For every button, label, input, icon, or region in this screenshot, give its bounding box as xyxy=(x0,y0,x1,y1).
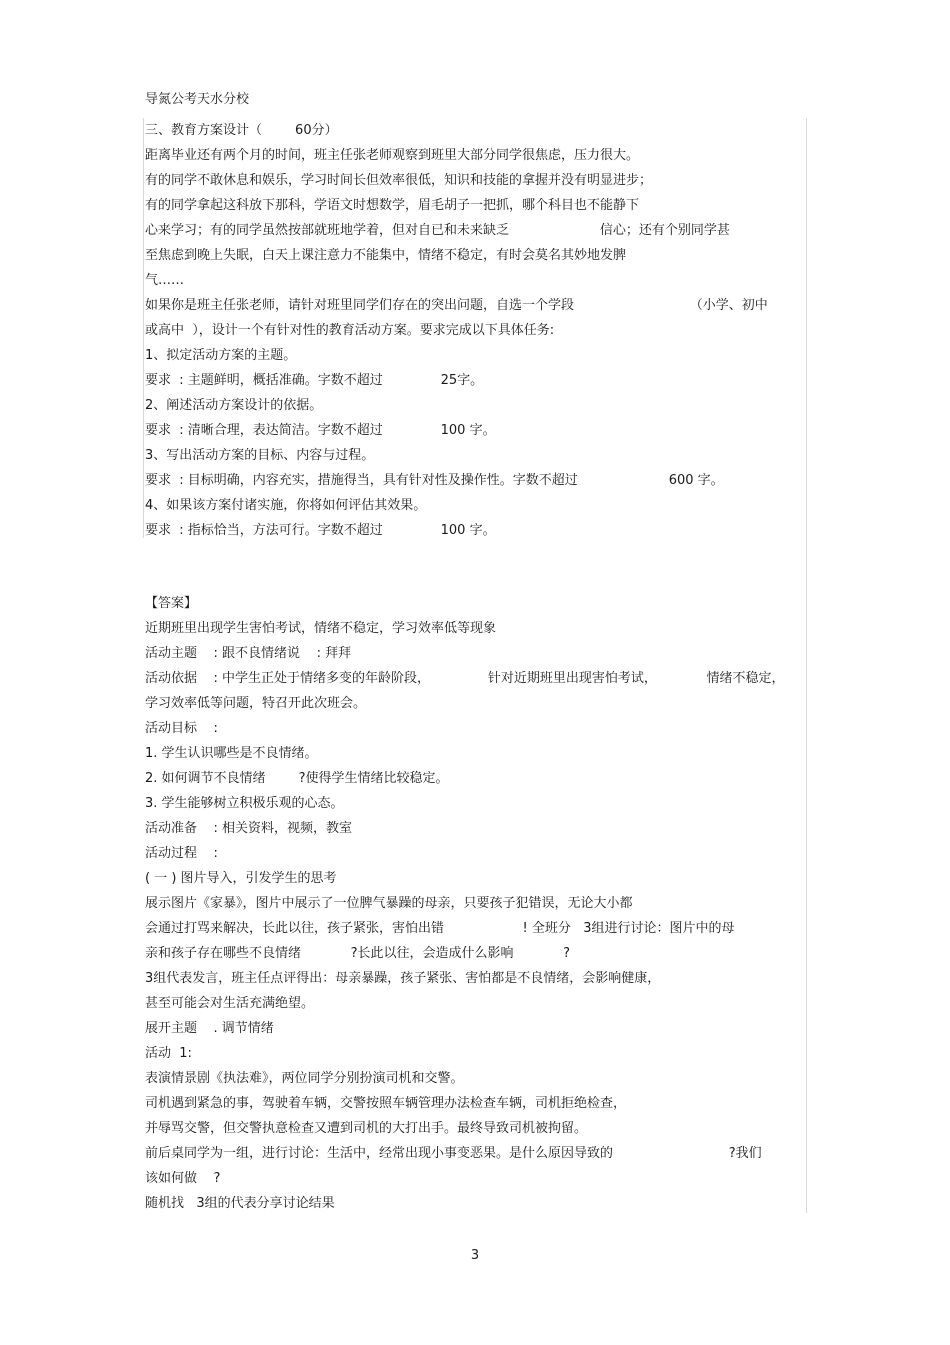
text-line: 【答案】 xyxy=(145,596,198,611)
text-line: 心来学习；有的同学虽然按部就班地学着，但对自已和未来缺乏 信心；还有个别同学甚 xyxy=(145,223,730,238)
text-line: 随机找 3组的代表分享讨论结果 xyxy=(145,1196,335,1211)
left-margin-line xyxy=(143,118,144,538)
text-line: 活动目标 : xyxy=(145,721,218,736)
text-line: 并辱骂交警，但交警执意检查又遭到司机的大打出手。最终导致司机被拘留。 xyxy=(145,1121,588,1136)
text-line: 活动 1: xyxy=(145,1046,192,1061)
text-line: 有的同学拿起这科放下那科，学语文时想数学，眉毛胡子一把抓，哪个科目也不能静下 xyxy=(145,198,640,213)
text-line: 司机遇到紧急的事，驾驶着车辆，交警按照车辆管理办法检查车辆，司机拒绝检查， xyxy=(145,1096,627,1111)
text-line: 甚至可能会对生活充满绝望。 xyxy=(145,996,315,1011)
text-line: 距离毕业还有两个月的时间，班主任张老师观察到班里大部分同学很焦虑，压力很大。 xyxy=(145,148,640,163)
text-line: 前后桌同学为一组，进行讨论：生活中，经常出现小事变恶果。是什么原因导致的 ?我们 xyxy=(145,1146,762,1161)
text-line: 亲和孩子存在哪些不良情绪 ?长此以往，会造成什么影响 ? xyxy=(145,946,570,961)
text-line: 展开主题 . 调节情绪 xyxy=(145,1021,274,1036)
text-line: 学习效率低等问题，特召开此次班会。 xyxy=(145,696,367,711)
text-line: 表演情景剧《执法难》，两位同学分别扮演司机和交警。 xyxy=(145,1071,464,1086)
text-line: 如果你是班主任张老师，请针对班里同学们存在的突出问题，自选一个学段 （小学、初中 xyxy=(145,298,768,313)
text-line: 要求 : 指标恰当，方法可行。字数不超过 100 字。 xyxy=(145,523,496,538)
page-number: 3 xyxy=(470,1248,480,1263)
document-body xyxy=(145,118,807,1216)
page-header: 导氮公考天水分校 xyxy=(145,92,250,107)
text-line: 或高中 ），设计一个有针对性的教育活动方案。要求完成以下具体任务: xyxy=(145,323,555,338)
text-line: 1. 学生认识哪些是不良情绪。 xyxy=(145,746,318,761)
text-line: 会通过打骂来解决，长此以往，孩子紧张，害怕出错 ! 全班分 3组进行讨论：图片中的母 xyxy=(145,921,735,936)
text-line: 4、如果该方案付诸实施，你将如何评估其效果。 xyxy=(145,498,427,513)
text-line: 要求 : 目标明确，内容充实，措施得当，具有针对性及操作性。字数不超过 600 字。 xyxy=(145,473,724,488)
text-line: 活动依据 : 中学生正处于情绪多变的年龄阶段， 针对近期班里出现害怕考试， 情绪不稳定， xyxy=(145,671,785,686)
section-gap xyxy=(145,543,807,591)
text-line: 气…… xyxy=(145,273,185,288)
text-line: 活动过程 : xyxy=(145,846,218,861)
text-line: 近期班里出现学生害怕考试，情绪不稳定，学习效率低等现象 xyxy=(145,621,497,636)
text-line: 三、教育方案设计（ 60分） xyxy=(145,123,338,138)
text-line: 3. 学生能够树立积极乐观的心态。 xyxy=(145,796,344,811)
text-line: 该如何做 ? xyxy=(145,1171,221,1186)
text-line: ( 一 ) 图片导入，引发学生的思考 xyxy=(145,871,337,886)
text-line: 活动准备 : 相关资料，视频，教室 xyxy=(145,821,353,836)
text-line: 3、写出活动方案的目标、内容与过程。 xyxy=(145,448,375,463)
text-line: 有的同学不敢休息和娱乐，学习时间长但效率很低，知识和技能的拿握并没有明显进步； xyxy=(145,173,653,188)
text-line: 3组代表发言，班主任点评得出：母亲暴躁，孩子紧张、害怕都是不良情绪，会影响健康， xyxy=(145,971,661,986)
question-section xyxy=(145,118,807,543)
answer-section xyxy=(145,591,807,1216)
text-line: 要求 : 主题鲜明，概括准确。字数不超过 25字。 xyxy=(145,373,484,388)
text-line: 展示图片《家暴》，图片中展示了一位脾气暴躁的母亲，只要孩子犯错误，无论大小都 xyxy=(145,896,633,911)
text-line: 至焦虑到晚上失眠，白天上课注意力不能集中，情绪不稳定，有时会莫名其妙地发脾 xyxy=(145,248,627,263)
text-line: 要求 : 清晰合理，表达简洁。字数不超过 100 字。 xyxy=(145,423,496,438)
text-line: 2. 如何调节不良情绪 ?使得学生情绪比较稳定。 xyxy=(145,771,449,786)
text-line: 2、阐述活动方案设计的依据。 xyxy=(145,398,323,413)
text-line: 活动主题 : 跟不良情绪说 : 拜拜 xyxy=(145,646,352,661)
text-line: 1、拟定活动方案的主题。 xyxy=(145,348,297,363)
